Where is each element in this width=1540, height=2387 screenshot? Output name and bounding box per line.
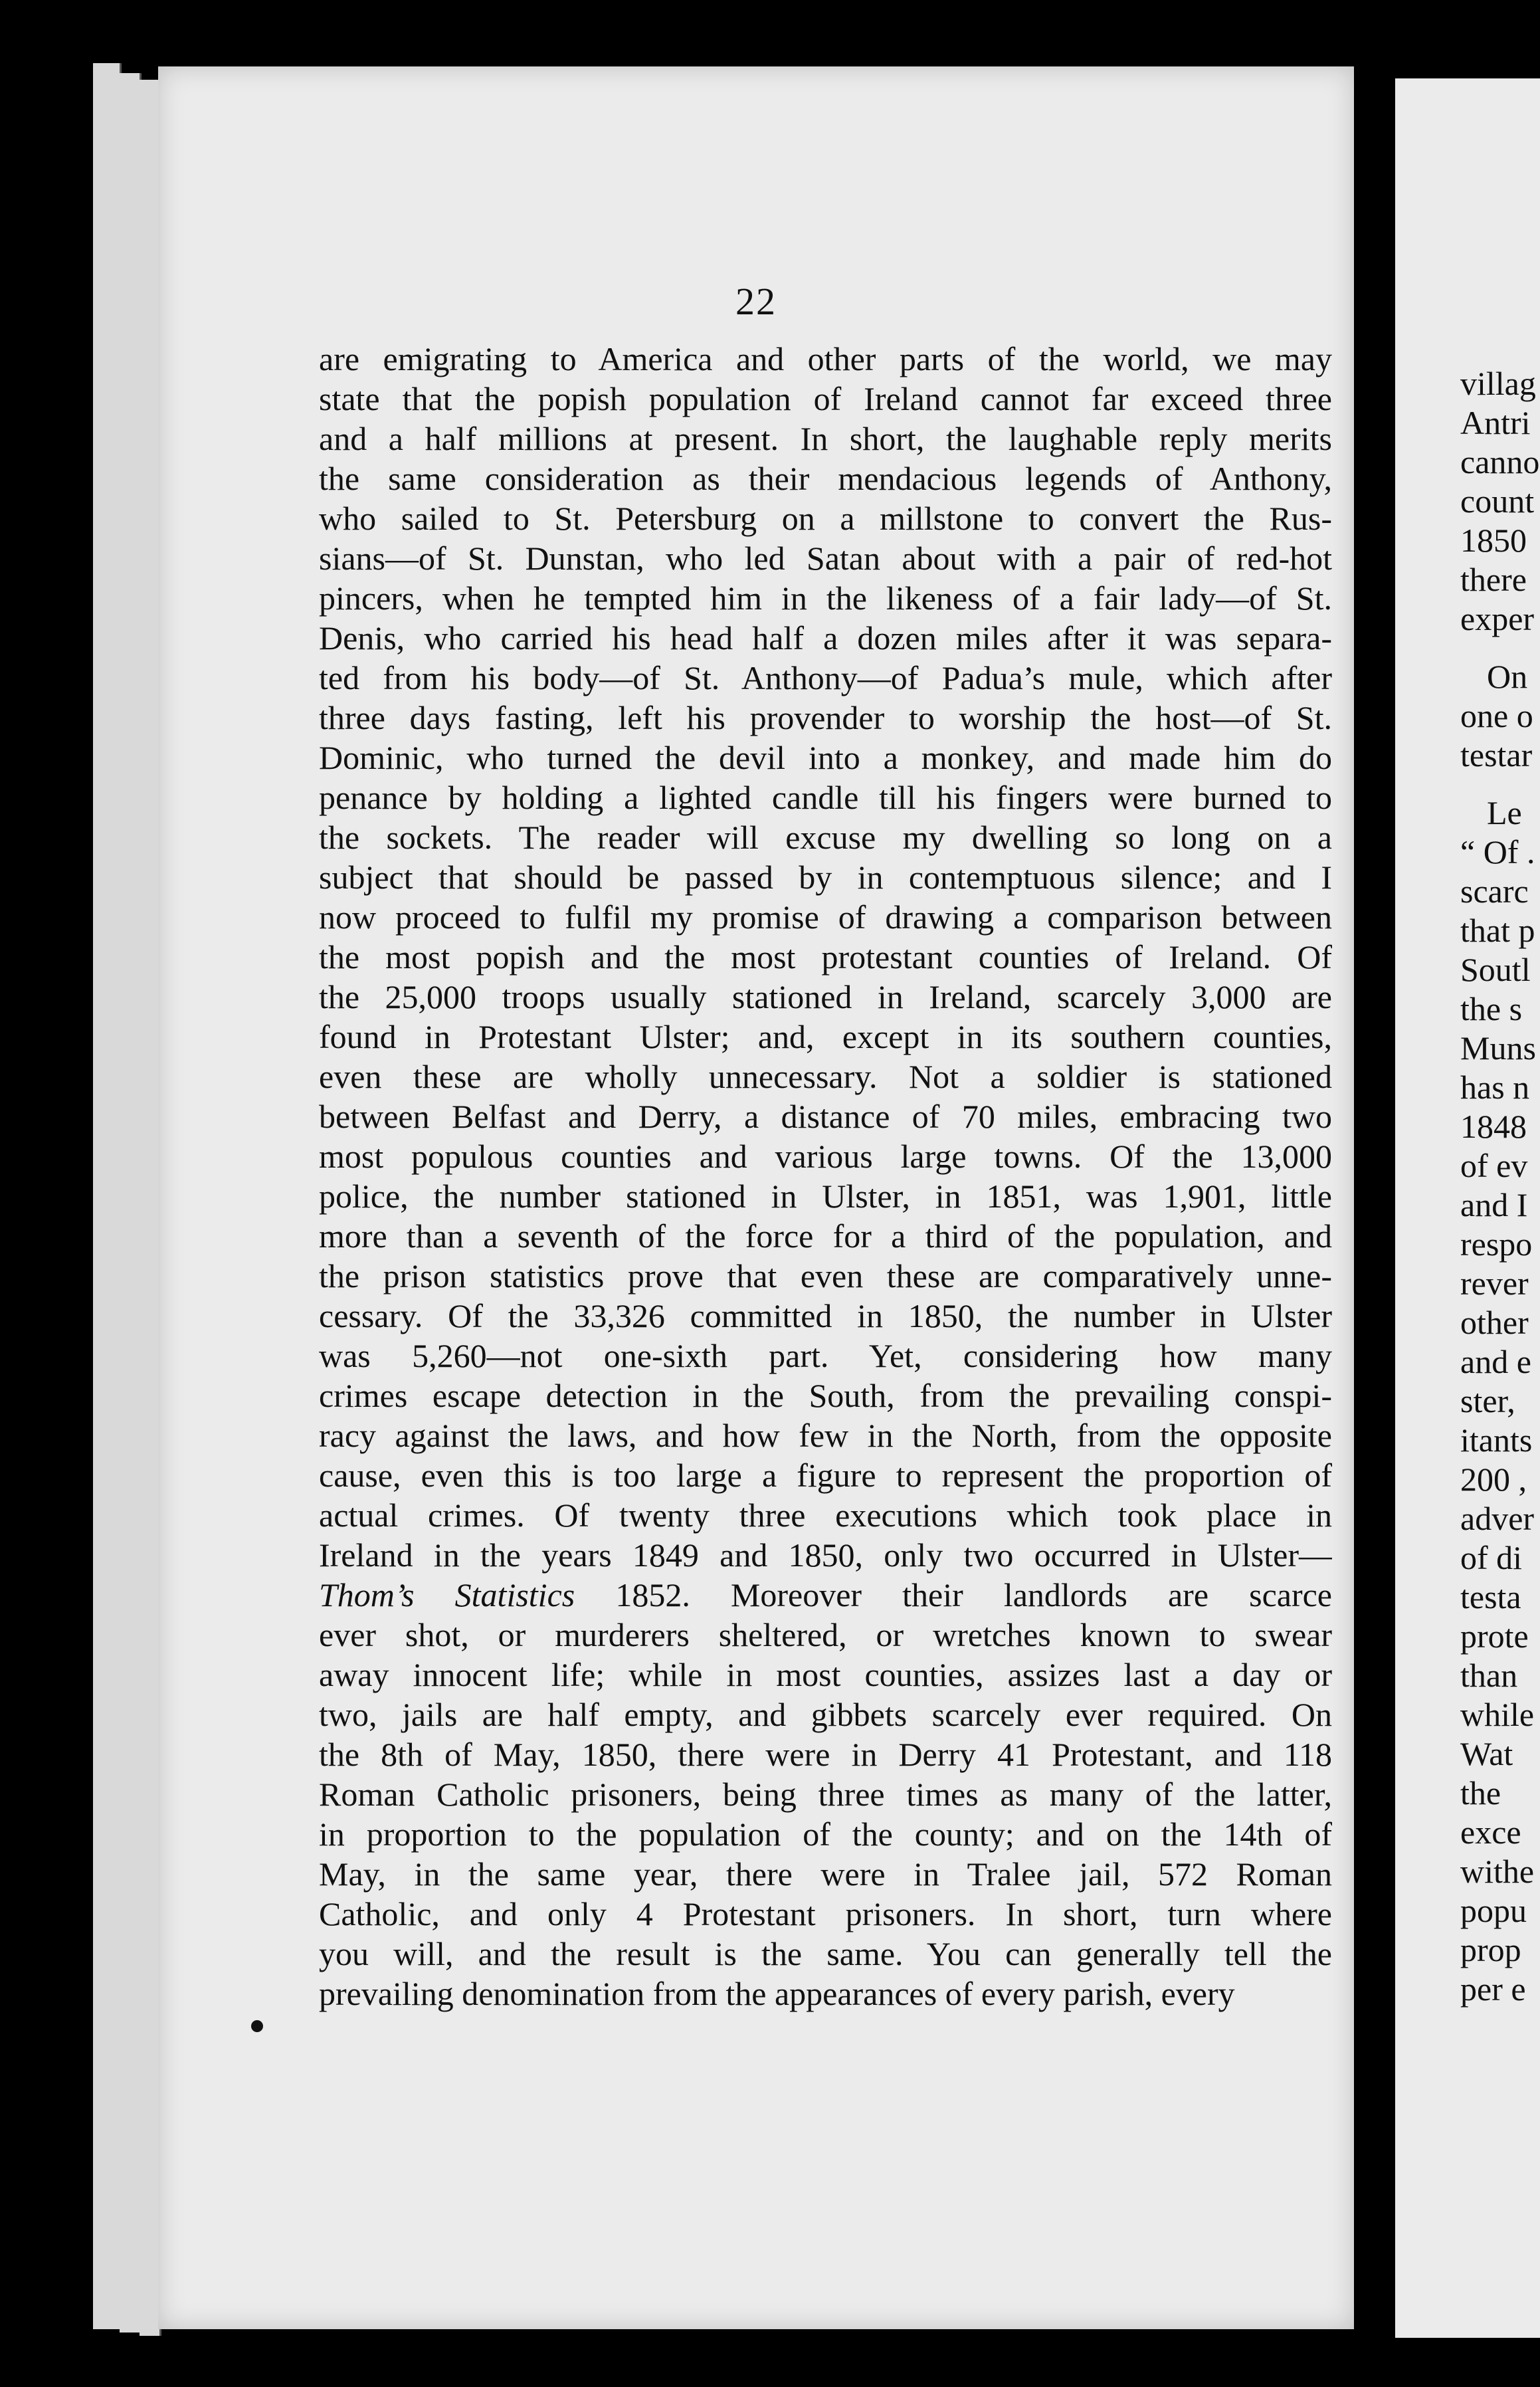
right-line: one o	[1460, 697, 1533, 734]
text-line: cessary. Of the 33,326 committed in 1850, the number in Ulster	[319, 1297, 1332, 1334]
page-stack-edge	[93, 63, 122, 2329]
right-line: popu	[1460, 1892, 1527, 1929]
text-line-citation	[319, 1575, 1332, 1615]
ink-spot	[251, 2020, 263, 2032]
right-line: adver	[1460, 1500, 1535, 1537]
right-line: Wat	[1460, 1735, 1513, 1772]
right-line: Soutl	[1460, 951, 1531, 988]
text-line: racy against the laws, and how few in the North, from the opposite	[319, 1417, 1332, 1454]
right-line: Antri	[1460, 404, 1531, 441]
text-line: are emigrating to America and other parts of the world, we may	[319, 340, 1332, 377]
right-line: On	[1487, 658, 1528, 695]
text-line: even these are wholly unnecessary. Not a soldier is stationed	[319, 1058, 1332, 1095]
text-line: in proportion to the population of the county; and on the 14th of	[319, 1816, 1332, 1853]
right-line: there	[1460, 561, 1527, 598]
left-page	[158, 66, 1354, 2329]
text-line: most populous counties and various large towns. Of the 13,000	[319, 1138, 1332, 1175]
right-line: testar	[1460, 736, 1533, 774]
right-line: villag	[1460, 365, 1536, 402]
citation-rest: 1852. Moreover their landlords are scarce	[575, 1576, 1332, 1613]
page-number: 22	[735, 280, 777, 323]
right-line: that p	[1460, 912, 1535, 949]
right-line: while	[1460, 1696, 1535, 1733]
text-line: the sockets. The reader will excuse my dwelling so long on a	[319, 819, 1332, 856]
text-line: the same consideration as their mendacious legends of Anthony,	[319, 460, 1332, 497]
text-line: subject that should be passed by in contemptuous silence; and I	[319, 859, 1332, 896]
text-line: ever shot, or murderers sheltered, or wretches known to swear	[319, 1616, 1332, 1653]
right-line: 1848	[1460, 1108, 1527, 1145]
text-line: the 25,000 troops usually stationed in Ireland, scarcely 3,000 are	[319, 978, 1332, 1015]
text-line: more than a seventh of the force for a third of the population, and	[319, 1217, 1332, 1255]
right-line: per e	[1460, 1970, 1526, 2008]
right-line: of ev	[1460, 1147, 1528, 1184]
text-line: three days fasting, left his provender to worship the host—of St.	[319, 699, 1332, 736]
text-line: actual crimes. Of twenty three executions which took place in	[319, 1497, 1332, 1534]
text-line: sians—of St. Dunstan, who led Satan about with a pair of red-hot	[319, 540, 1332, 577]
citation-italic: Thom’s Statistics	[319, 1576, 575, 1613]
right-line: exce	[1460, 1814, 1521, 1851]
text-line: penance by holding a lighted candle till his fingers were burned to	[319, 779, 1332, 816]
text-line: pincers, when he tempted him in the likeness of a fair lady—of St.	[319, 579, 1332, 617]
right-line: of di	[1460, 1539, 1523, 1576]
right-line: and I	[1460, 1186, 1528, 1223]
right-line: itants	[1460, 1421, 1533, 1459]
text-line: prevailing denomination from the appearances of every parish, every	[319, 1975, 1235, 2012]
text-line: cause, even this is too large a figure to represent the proportion of	[319, 1457, 1332, 1494]
text-line: police, the number stationed in Ulster, in 1851, was 1,901, little	[319, 1178, 1332, 1215]
right-line: the s	[1460, 990, 1523, 1027]
right-line: canno	[1460, 443, 1540, 480]
text-line: was 5,260—not one-sixth part. Yet, considering how many	[319, 1337, 1332, 1374]
text-line: the most popish and the most protestant counties of Ireland. Of	[319, 938, 1332, 976]
text-line: state that the popish population of Ireland cannot far exceed three	[319, 380, 1332, 417]
right-page-text	[1460, 364, 1540, 2009]
text-line: now proceed to fulfil my promise of drawing a comparison between	[319, 898, 1332, 936]
right-line: scarc	[1460, 873, 1529, 910]
right-line: the	[1460, 1774, 1501, 1812]
text-line: between Belfast and Derry, a distance of 70 miles, embracing two	[319, 1098, 1332, 1135]
text-line: Denis, who carried his head half a dozen miles after it was separa-	[319, 619, 1332, 657]
right-line: count	[1460, 482, 1535, 520]
text-line: May, in the same year, there were in Tralee jail, 572 Roman	[319, 1855, 1332, 1893]
right-line: other	[1460, 1304, 1529, 1341]
right-line: exper	[1460, 600, 1535, 637]
right-line: has n	[1460, 1069, 1530, 1106]
right-line: prote	[1460, 1617, 1529, 1655]
right-line: withe	[1460, 1853, 1535, 1890]
page-stack-edge	[120, 73, 142, 2333]
text-line: who sailed to St. Petersburg on a millstone to convert the Rus-	[319, 500, 1332, 537]
right-line: testa	[1460, 1578, 1521, 1615]
text-line: crimes escape detection in the South, from the prevailing conspi-	[319, 1377, 1332, 1414]
text-line: you will, and the result is the same. You can generally tell the	[319, 1935, 1332, 1972]
body-text	[319, 339, 1332, 2014]
right-line: Muns	[1460, 1029, 1536, 1067]
right-line: “ Of .	[1460, 833, 1535, 871]
right-line: ster,	[1460, 1382, 1515, 1419]
text-line: Catholic, and only 4 Protestant prisoners. In short, turn where	[319, 1895, 1332, 1932]
text-line: away innocent life; while in most counties, assizes last a day or	[319, 1656, 1332, 1693]
text-line: and a half millions at present. In short, the laughable reply merits	[319, 420, 1332, 457]
right-page	[1395, 78, 1540, 2338]
text-line: ted from his body—of St. Anthony—of Padua’s mule, which after	[319, 659, 1332, 696]
right-line: 1850	[1460, 522, 1527, 559]
text-line: the 8th of May, 1850, there were in Derry 41 Protestant, and 118	[319, 1736, 1332, 1773]
right-line: than	[1460, 1657, 1518, 1694]
text-line: the prison statistics prove that even these are comparatively unne-	[319, 1257, 1332, 1295]
right-line: rever	[1460, 1265, 1529, 1302]
right-line: prop	[1460, 1931, 1521, 1968]
right-line: respo	[1460, 1225, 1533, 1263]
right-line: Le	[1487, 794, 1522, 831]
text-line: Roman Catholic prisoners, being three times as many of the latter,	[319, 1776, 1332, 1813]
text-line: two, jails are half empty, and gibbets scarcely ever required. On	[319, 1696, 1332, 1733]
right-line: 200 ,	[1460, 1461, 1527, 1498]
text-line: Dominic, who turned the devil into a monkey, and made him do	[319, 739, 1332, 776]
right-line: and e	[1460, 1343, 1531, 1380]
text-line: found in Protestant Ulster; and, except in its southern counties,	[319, 1018, 1332, 1055]
text-line: Ireland in the years 1849 and 1850, only two occurred in Ulster—	[319, 1536, 1332, 1574]
